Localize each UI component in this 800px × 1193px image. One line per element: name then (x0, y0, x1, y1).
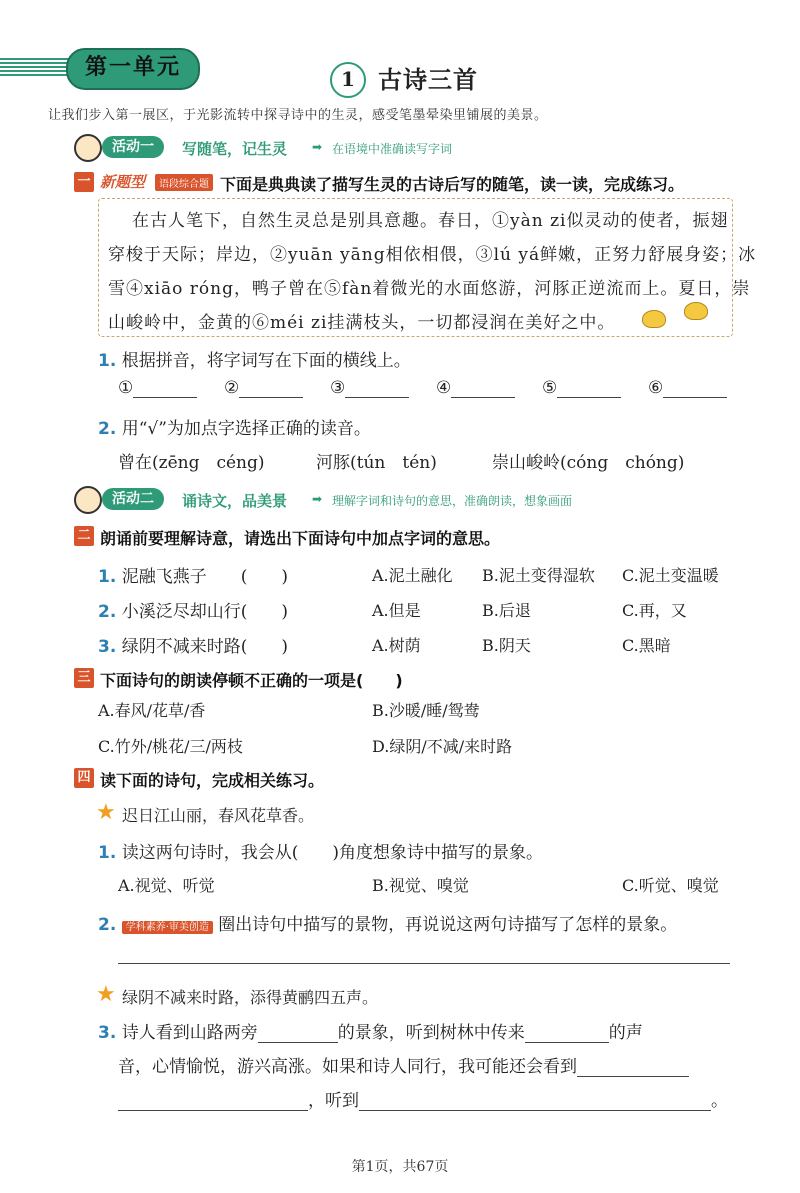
arrow-right-icon: ➡ (312, 492, 323, 506)
section4-title: 读下面的诗句，完成相关练习。 (100, 771, 325, 790)
passage-line: 山峻岭中，金黄的⑥méi zi挂满枝头，一切都浸润在美好之中。 (108, 313, 616, 333)
star-icon: ★ (96, 982, 116, 1007)
choice-row (98, 597, 288, 622)
question-number: 2. (98, 419, 117, 439)
blank-label: ② (224, 378, 240, 398)
section2-number: 二 (74, 526, 94, 546)
question-number: 1. (98, 843, 117, 863)
blank-label: ⑤ (542, 378, 558, 398)
section1-number: 一 (74, 172, 94, 192)
question-4-3-line1 (98, 1018, 643, 1043)
duck-illustration-icon (642, 310, 666, 328)
section2-title: 朗诵前要理解诗意，请选出下面诗句中加点字词的意思。 (100, 529, 501, 548)
unit-badge: 第一单元 (66, 48, 200, 90)
question-number: 1. (98, 351, 117, 371)
option-b[interactable]: B.泥土变得湿软 (482, 566, 595, 585)
question-text: 的景象，听到树林中传来 (337, 1023, 525, 1043)
section4-number: 四 (74, 768, 94, 788)
section3-number: 三 (74, 668, 94, 688)
option-b[interactable]: B.沙暖/睡/鸳鸯 (372, 701, 480, 720)
pinyin-choice-3[interactable]: 崇山峻岭(cóng chóng) (492, 453, 685, 473)
blank-line[interactable] (345, 379, 409, 398)
poem-line-2: 绿阴不减来时路，添得黄鹂四五声。 (122, 988, 379, 1007)
activity1-topic: 写随笔，记生灵 (182, 140, 288, 158)
blank-4 (436, 378, 515, 398)
cartoon-face-icon (74, 486, 102, 514)
option-a[interactable]: A.树荫 (372, 636, 421, 655)
activity2-topic: 诵诗文，品美景 (182, 492, 288, 510)
blank-line[interactable] (118, 1092, 308, 1111)
question-text: ，听到 (308, 1091, 359, 1111)
option-c[interactable]: C.再，又 (622, 601, 687, 620)
passage-line: 雪④xiāo róng，鸭子曾在⑤fàn着微光的水面悠游，河豚正逆流而上。夏日，崇 (108, 279, 751, 299)
choice-row (98, 632, 288, 657)
star-icon: ★ (96, 800, 116, 825)
blank-line[interactable] (239, 379, 303, 398)
activity2-goal: 理解字词和诗句的意思，准确朗读，想象画面 (332, 494, 573, 508)
question-number: 1. (98, 567, 117, 587)
question-text: 读这两句诗时，我会从( )角度想象诗中描写的景象。 (121, 843, 543, 863)
blank-3 (330, 378, 409, 398)
option-a[interactable]: A.泥土融化 (372, 566, 453, 585)
activity2-pill: 活动二 (102, 488, 164, 510)
passage-type-tag: 语段综合题 (155, 174, 213, 191)
question-1-1 (98, 346, 411, 371)
pinyin-choice-1[interactable]: 曾在(zēng céng) (118, 453, 265, 473)
option-c[interactable]: C.黑暗 (622, 636, 671, 655)
option-b[interactable]: B.阴天 (482, 636, 531, 655)
blank-line[interactable] (359, 1092, 711, 1111)
arrow-right-icon: ➡ (312, 140, 323, 154)
blank-line[interactable] (133, 379, 197, 398)
answer-line[interactable] (118, 962, 730, 964)
option-d[interactable]: D.绿阴/不减/来时路 (372, 737, 513, 756)
question-text: 绿阴不减来时路( ) (121, 637, 288, 657)
section1-title: 下面是典典读了描写生灵的古诗后写的随笔，读一读，完成练习。 (220, 175, 685, 194)
passage-line: 在古人笔下，自然生灵总是别具意趣。春日，①yàn zi似灵动的使者，振翅 (132, 211, 729, 231)
question-number: 2. (98, 602, 117, 622)
blank-6 (648, 378, 727, 398)
question-text: 圈出诗句中描写的景物，再说说这两句诗描写了怎样的景象。 (218, 915, 678, 935)
question-text: 根据拼音，将字词写在下面的横线上。 (121, 351, 411, 371)
passage-line: 穿梭于天际；岸边，②yuān yāng相依相偎，③lú yá鲜嫩，正努力舒展身姿；冰 (108, 245, 757, 265)
blank-line[interactable] (258, 1024, 338, 1043)
blank-label: ① (118, 378, 134, 398)
blank-label: ④ (436, 378, 452, 398)
option-a[interactable]: A.视觉、听觉 (118, 876, 215, 895)
lesson-number: 1 (330, 62, 366, 98)
option-b[interactable]: B.视觉、嗅觉 (372, 876, 469, 895)
question-text: 小溪泛尽却山行( ) (121, 602, 288, 622)
question-4-1 (98, 838, 543, 863)
question-4-3-line2 (118, 1052, 689, 1077)
pinyin-choice-2[interactable]: 河豚(tún tén) (316, 453, 437, 473)
option-a[interactable]: A.春风/花草/香 (98, 701, 206, 720)
question-number: 3. (98, 637, 117, 657)
intro-text: 让我们步入第一展区，于光影流转中探寻诗中的生灵，感受笔墨晕染里铺展的美景。 (48, 108, 548, 123)
blank-line[interactable] (577, 1058, 689, 1077)
activity1-goal: 在语境中准确读写字词 (332, 142, 453, 156)
option-c[interactable]: C.听觉、嗅觉 (622, 876, 719, 895)
question-1-2 (98, 414, 371, 439)
activity1-pill: 活动一 (102, 136, 164, 158)
question-4-2 (98, 910, 677, 935)
new-type-tag: 新题型 (100, 173, 146, 191)
question-text: 的声 (608, 1023, 643, 1043)
duck-illustration-icon (684, 302, 708, 320)
blank-2 (224, 378, 303, 398)
question-text: 用“√”为加点字选择正确的读音。 (121, 419, 371, 439)
question-text: 。 (711, 1091, 728, 1111)
blank-line[interactable] (557, 379, 621, 398)
unit-decoration-bar (0, 58, 75, 76)
blank-line[interactable] (663, 379, 727, 398)
question-text: 泥融飞燕子 ( ) (121, 567, 288, 587)
option-b[interactable]: B.后退 (482, 601, 531, 620)
option-a[interactable]: A.但是 (372, 601, 421, 620)
lesson-title: 古诗三首 (378, 65, 478, 94)
option-c[interactable]: C.竹外/桃花/三/两枝 (98, 737, 243, 756)
blank-line[interactable] (451, 379, 515, 398)
literacy-tag: 学科素养·审美创造 (122, 921, 213, 934)
blank-label: ③ (330, 378, 346, 398)
page-footer: 第1页，共67页 (351, 1159, 449, 1175)
question-number: 3. (98, 1023, 117, 1043)
question-text: 音，心情愉悦，游兴高涨。如果和诗人同行，我可能还会看到 (118, 1057, 577, 1077)
choice-row (98, 562, 288, 587)
cartoon-face-icon (74, 134, 102, 162)
option-c[interactable]: C.泥土变温暖 (622, 566, 719, 585)
blank-label: ⑥ (648, 378, 664, 398)
blank-line[interactable] (525, 1024, 609, 1043)
question-text: 诗人看到山路两旁 (121, 1023, 258, 1043)
blank-5 (542, 378, 621, 398)
poem-line-1: 迟日江山丽，春风花草香。 (122, 806, 315, 825)
section3-title: 下面诗句的朗读停顿不正确的一项是( ) (100, 671, 403, 690)
question-number: 2. (98, 915, 117, 935)
blank-1 (118, 378, 197, 398)
question-4-3-line3 (118, 1086, 728, 1111)
